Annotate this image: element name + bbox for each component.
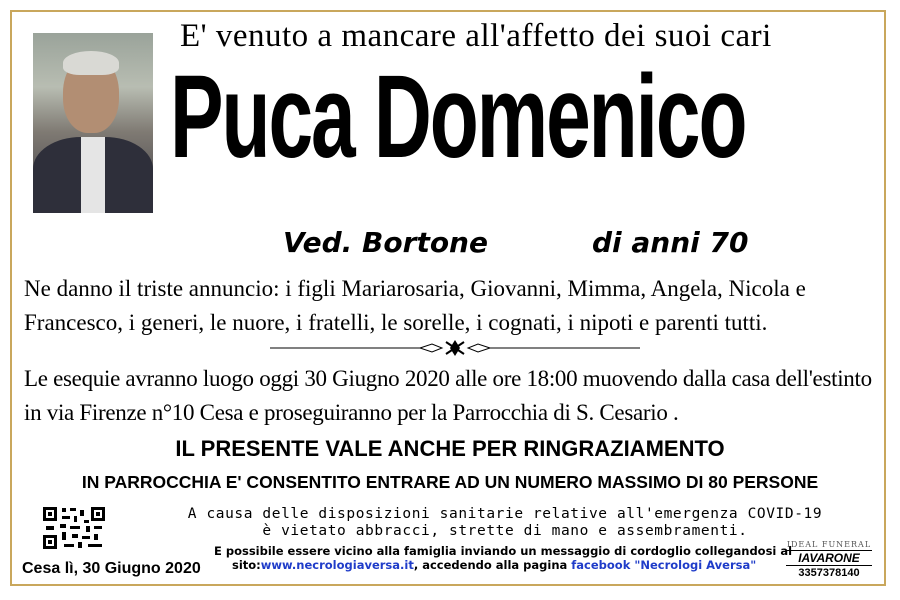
portrait-hair <box>63 51 119 75</box>
portrait-shirt <box>81 137 105 213</box>
portrait-photo <box>33 33 153 213</box>
site-prefix: sito: <box>232 558 261 572</box>
covid-notice-line1: A causa delle disposizioni sanitarie relative all'emergenza COVID-19 <box>187 506 823 522</box>
deceased-name: Puca Domenico <box>170 51 746 183</box>
website-link[interactable]: www.necrologiaversa.it <box>260 558 414 572</box>
logo-phone: 3357378140 <box>798 567 860 579</box>
thanks-notice: IL PRESENTE VALE ANCHE PER RINGRAZIAMENTO <box>175 436 725 461</box>
covid-notice-line2: è vietato abbracci, strette di mano e assembramenti. <box>262 523 748 539</box>
opening-line: E' venuto a mancare all'affetto dei suoi cari <box>180 18 772 54</box>
parish-capacity-notice: IN PARROCCHIA E' CONSENTITO ENTRARE AD UN NUMERO MASSIMO DI 80 PERSONE <box>81 472 819 492</box>
announcement-text: Ne danno il triste annuncio: i figli Mariarosaria, Giovanni, Mimma, Angela, Nicola e Francesco, i generi, le nuore, i fratelli, le sorelle, i cognati, i nipoti e parenti tutti. <box>24 276 806 335</box>
site-mid: , accedendo alla pagina <box>413 558 572 572</box>
age: di anni 70 <box>592 226 749 259</box>
qr-code-icon[interactable] <box>42 506 106 550</box>
logo-brand: IDEAL FUNERAL <box>786 540 872 549</box>
funeral-details: Le esequie avranno luogo oggi 30 Giugno 2020 alle ore 18:00 muovendo dalla casa dell'estinto in via Firenze n°10 Cesa e proseguiranno per la Parrocchia di S. Cesario . <box>24 366 872 425</box>
notice-date: Cesa lì, 30 Giugno 2020 <box>22 560 201 577</box>
logo-firm: IAVARONE <box>786 550 872 566</box>
facebook-link[interactable]: facebook "Necrologi Aversa" <box>571 558 757 572</box>
divider-ornament-icon <box>270 338 640 358</box>
site-info <box>232 558 756 572</box>
covid-notice <box>120 506 890 540</box>
condolence-info: E possibile essere vicino alla famiglia inviando un messaggio di cordoglio collegandosi al <box>214 544 793 558</box>
widow-of: Ved. Bortone <box>283 226 488 259</box>
funeral-home-logo <box>780 540 878 588</box>
